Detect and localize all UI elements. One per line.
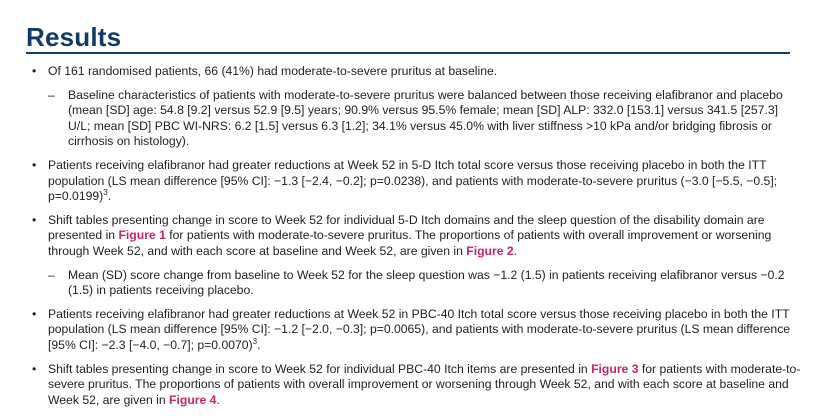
citation: 3 [252, 336, 258, 346]
results-content [26, 64, 802, 416]
bullet-2: • Patients receiving elafibranor had greater reductions at Week 52 in 5-D Itch total score versus those receiving placebo in both the ITT population (LS mean difference [95% CI]: −1.3 [−2.4, −0.2]; p=0.0238), and patients with moderate-to-severe pruritus (−3.0 [−5.5, −0.5]; p=0.0199)$^3$. [26, 158, 802, 205]
bullet-5: • Shift tables presenting change in score to Week 52 for individual PBC-40 Itch items are presented in Figure 3 for patients with moderate-to-severe pruritus. The proportions of patients with overall improvement or worsening through Week 52, and with each score at baseline and Week 52, are given in Figure 4. [26, 362, 802, 409]
figure-2-link[interactable]: Figure 2 [466, 243, 514, 258]
figure-4-link[interactable]: Figure 4 [169, 392, 217, 407]
page-title: Results [26, 22, 122, 52]
sub-bullet-2: – Mean (SD) score change from baseline to Week 52 for the sleep question was −1.2 (1.5) in patients receiving elafibranor versus −0.2 (1.5) in patients receiving placebo. [26, 268, 802, 299]
figure-1-link[interactable]: Figure 1 [118, 228, 166, 243]
bullet-4: • Patients receiving elafibranor had greater reductions at Week 52 in PBC-40 Itch total score versus those receiving placebo in both the ITT population (LS mean difference [95% CI]: −1.2 [−2.0, −0.3]; p=0.0065), and patients with moderate-to-severe pruritus (LS mean difference [95% CI]: −2.3 [−4.0, −0.7]; p=0.0070)$^3$. [26, 307, 802, 354]
bullet-3: • Shift tables presenting change in score to Week 52 for individual 5-D Itch domains and the sleep question of the disability domain are presented in Figure 1 for patients with moderate-to-severe pruritus. The proportions of patients with overall improvement or worsening through Week 52, and with each score at baseline and Week 52, are given in Figure 2. [26, 213, 802, 260]
citation: 3 [103, 188, 108, 198]
figure-3-link[interactable]: Figure 3 [591, 361, 639, 376]
sub-bullet-1: – Baseline characteristics of patients with moderate-to-severe pruritus were balanced between those receiving elafibranor and placebo (mean [SD] age: 54.8 [9.2] versus 52.9 [9.5] years; 90.9% versus 95.5% female; mean [SD] ALP: 332.0 [153.1] versus 341.5 [257.3] U/L; mean [SD] PBC WI-NRS: 6.2 [1.5] versus 6.3 [1.2]; 34.1% versus 45.0% with liver stiffness >10 kPa and/or bridging fibrosis or cirrhosis on histology). [26, 88, 802, 150]
bullet-1: • Of 161 randomised patients, 66 (41%) had moderate-to-severe pruritus at baseline. [26, 64, 802, 80]
title-divider [26, 52, 790, 54]
